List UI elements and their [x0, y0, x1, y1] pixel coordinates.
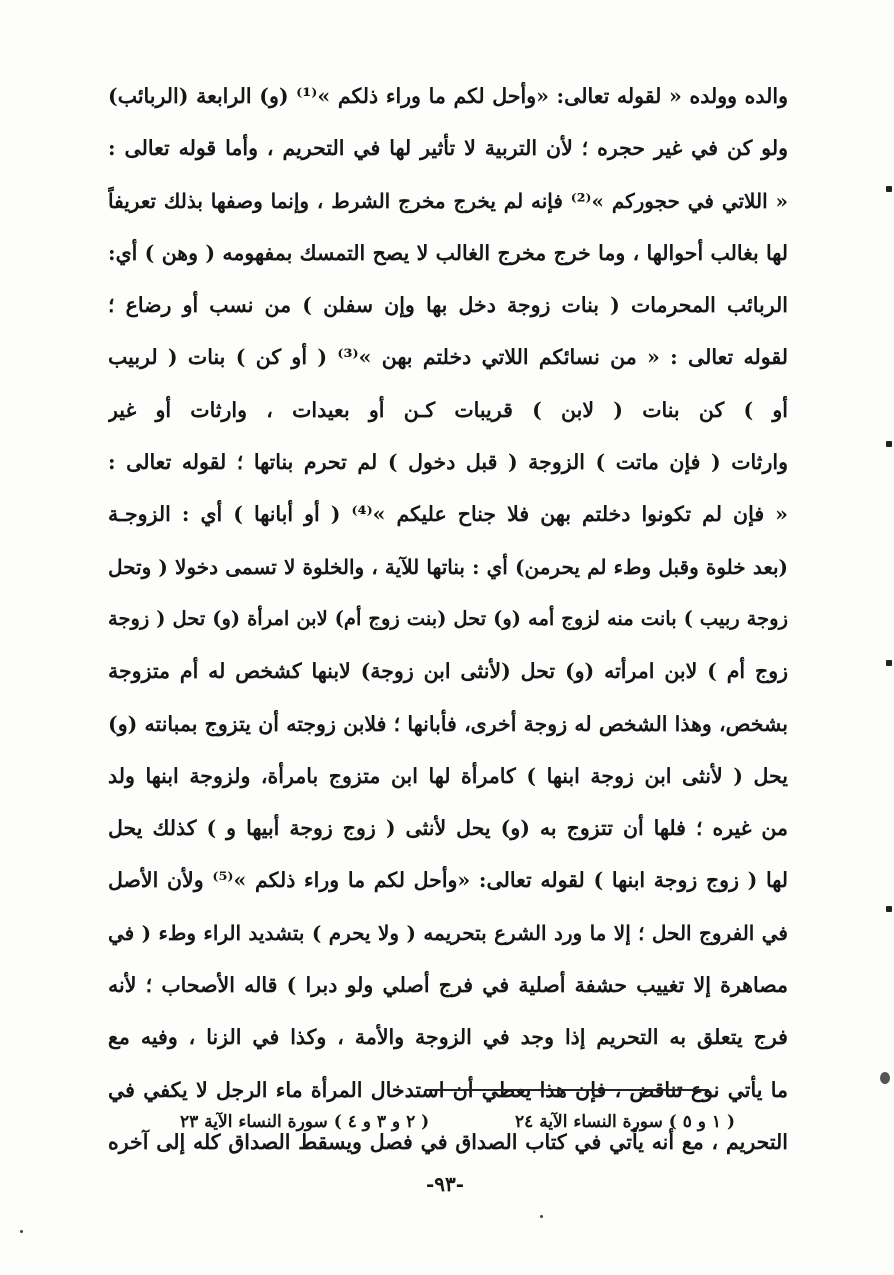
body-line: في الفروج الحل ؛ إلا ما ورد الشرع بتحريمه ( ولا يحرم ) بتشديد الراء وطء ( في [108, 920, 788, 945]
scan-speck [880, 1072, 890, 1084]
body-line: زوج أم ) لابن امرأته (و) تحل (لأنثى ابن زوجة) لابنها كشخص له أم متزوجة [108, 659, 788, 684]
body-line: فرج يتعلق به التحريم إذا وجد في الزوجة والأمة ، وكذا في الزنا ، وفيه مع [108, 1025, 788, 1050]
body-line: (بعد خلوة وقبل وطء لم يحرمن) أي : بناتها للآية ، والخلوة لا تسمى دخولا ( وتحل [108, 554, 788, 579]
body-line: لقوله تعالى : « من نسائكم اللاتي دخلتم بهن »⁽³⁾ ( أو كن ) بنات ( لربيب [108, 345, 788, 370]
footnote-separator [425, 1089, 709, 1091]
body-line: التحريم ، مع أنه يأتي في كتاب الصداق في فصل ويسقط الصداق كله إلى آخره [108, 1129, 788, 1154]
body-line: ما يأتي نوع تناقض ، فإن هذا يعطي أن استدخال المرأة ماء الرجل لا يكفي في [108, 1077, 788, 1102]
page-number: -٩٣- [425, 1172, 465, 1196]
body-line: الربائب المحرمات ( بنات زوجة دخل بها وإن سفلن ) من نسب أو رضاع ؛ [108, 293, 788, 318]
body-line: من غيره ؛ فلها أن تتزوج به (و) يحل لأنثى ( زوج زوجة أبيها و ) كذلك يحل [108, 816, 788, 841]
body-line: وارثات ( فإن ماتت ) الزوجة ( قبل دخول ) لم تحرم بناتها ؛ لقوله تعالى : [108, 450, 788, 475]
body-line: يحل ( لأنثى ابن زوجة ابنها ) كامرأة لها ابن متزوج بامرأة، ولزوجة ابنها ولد [108, 763, 788, 788]
body-line: مصاهرة إلا تغييب حشفة أصلية في فرج أصلي ولو دبرا ) قاله الأصحاب ؛ لأنه [108, 973, 788, 998]
footnote-right: ( ١ و ٥ ) سورة النساء الآية ٢٤ [515, 1112, 735, 1132]
scan-speck [540, 1215, 543, 1218]
body-line: والده وولده « لقوله تعالى: «وأحل لكم ما وراء ذلكم »⁽¹⁾ (و) الرابعة (الربائب) [108, 84, 788, 108]
body-line: لها بغالب أحوالها ، وما خرج مخرج الغالب لا يصح التمسك بمفهومه ( وهن ) أي: [108, 240, 788, 265]
body-line: ولو كن في غير حجره ؛ لأن التربية لا تأثير لها في التحريم ، وأما قوله تعالى : [108, 136, 788, 161]
scan-speck [20, 1230, 23, 1233]
scan-edge-mark [886, 186, 892, 192]
footnotes [180, 1112, 735, 1132]
body-line: بشخص، وهذا الشخص له زوجة أخرى، فأبانها ؛ فلابن زوجته أن يتزوج بمبانته (و) [108, 711, 788, 736]
body-line: أو ) كن بنات ( لابن ) قريبات كـن أو بعيدات ، وارثات أو غير [108, 397, 788, 422]
footnote-left: ( ٢ و ٣ و ٤ ) سورة النساء الآية ٢٣ [180, 1112, 430, 1132]
body-line: لها ( زوج زوجة ابنها ) لقوله تعالى: «وأحل لكم ما وراء ذلكم »⁽⁵⁾ ولأن الأصل [108, 868, 788, 893]
scan-edge-mark [886, 660, 892, 666]
body-line: « فإن لم تكونوا دخلتم بهن فلا جناح عليكم »⁽⁴⁾ ( أو أبانها ) أي : الزوجـة [108, 502, 788, 527]
body-line: « اللاتي في حجوركم »⁽²⁾ فإنه لم يخرج مخرج الشرط ، وإنما وصفها بذلك تعريفاً [108, 188, 788, 213]
body-text [108, 70, 788, 1168]
body-line: زوجة ربيب ) بانت منه لزوج أمه (و) تحل (بنت زوج أم) لابن امرأة (و) تحل ( زوجة [108, 606, 788, 630]
scan-edge-mark [886, 906, 892, 912]
scan-edge-mark [886, 441, 892, 447]
